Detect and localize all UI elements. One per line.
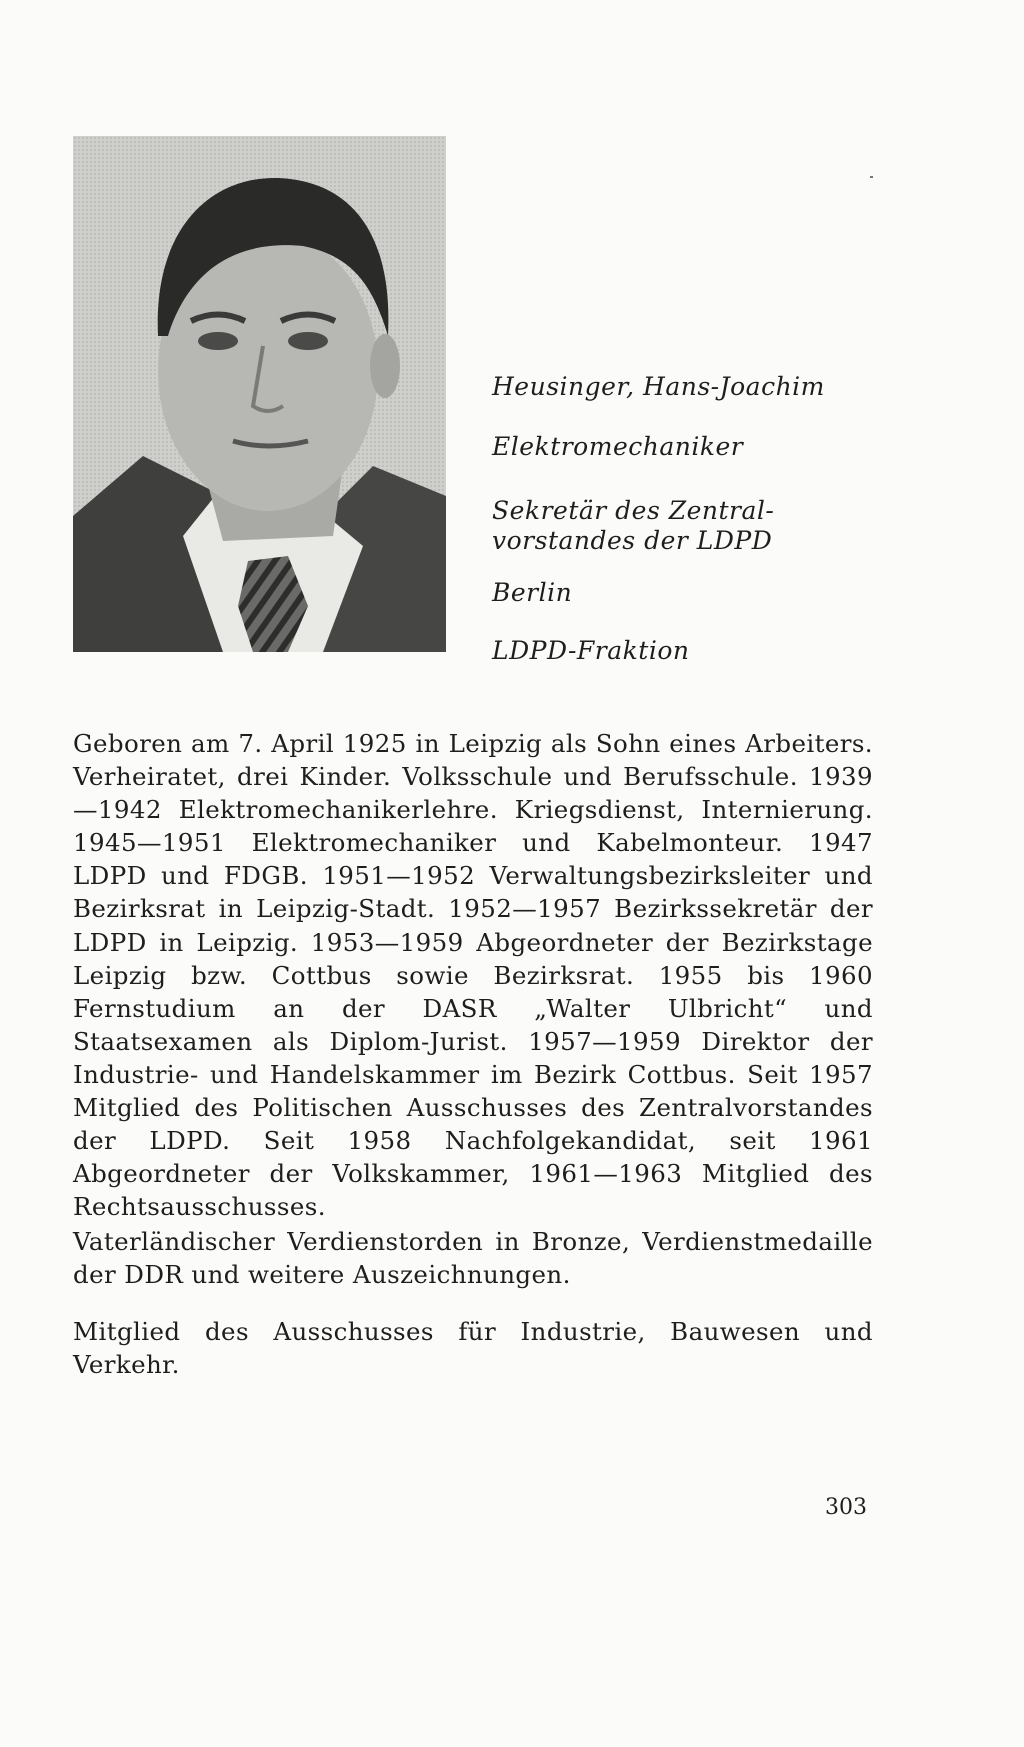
person-city: Berlin — [492, 578, 573, 607]
person-profession: Elektromechaniker — [492, 432, 744, 461]
portrait-photo-icon — [73, 136, 446, 652]
awards-paragraph: Vaterländischer Verdienstorden in Bronze, Verdienstmedaille der DDR und weitere Auszeichnungen. — [73, 1227, 873, 1290]
biography-paragraph: Geboren am 7. April 1925 in Leipzig als Sohn eines Arbeiters. Verheiratet, drei Kinder. Volksschule und Berufsschule. 1939—1942 Elektromechanikerlehre. Kriegsdienst, Internierung. 1945—1951 Elektromechaniker und Kabelmonteur. 1947 LDPD und FDGB. 1951—1952 Verwaltungsbezirksleiter und Bezirksrat in Leipzig-Stadt. 1952—1957 Bezirkssekretär der LDPD in Leipzig. 1953—1959 Abgeordneter der Bezirkstage Leipzig bzw. Cottbus sowie Bezirksrat. 1955 bis 1960 Fernstudium an der DASR „Walter Ulbricht“ und Staatsexamen als Diplom-Jurist. 1957—1959 Direktor der Industrie- und Handelskammer im Bezirk Cottbus. Seit 1957 Mitglied des Politischen Ausschusses des Zentralvorstandes der LDPD. Seit 1958 Nachfolgekandidat, seit 1961 Abgeordneter der Volkskammer, 1961—1963 Mitglied des Rechtsausschusses. — [73, 729, 873, 1222]
person-name: Heusinger, Hans-Joachim — [492, 372, 825, 401]
page-number: 303 — [825, 1495, 867, 1520]
print-speck — [870, 176, 873, 178]
person-function: Sekretär des Zentral-vorstandes der LDPD — [492, 496, 775, 555]
person-fraction: LDPD-Fraktion — [492, 636, 690, 665]
committee-paragraph: Mitglied des Ausschusses für Industrie, Bauwesen und Verkehr. — [73, 1317, 873, 1380]
portrait-photo — [73, 136, 446, 652]
